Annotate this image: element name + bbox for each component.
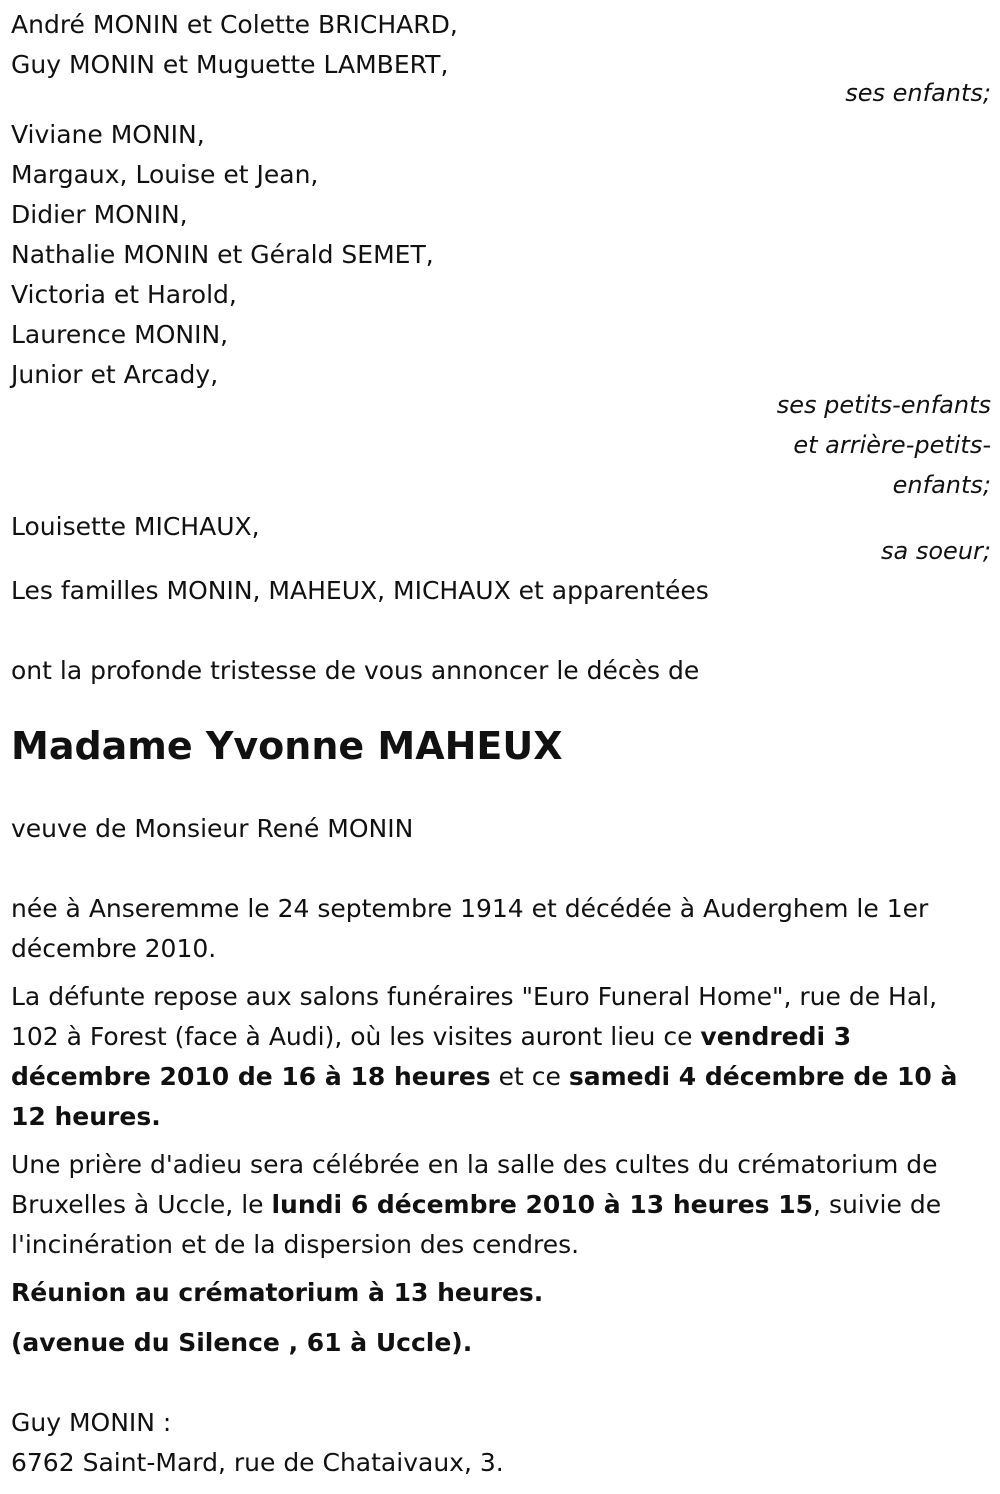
grandchildren-role xyxy=(11,385,991,505)
visitation-date-2: samedi 4 décembre de 10 à 12 heures. xyxy=(11,1062,958,1131)
grandchild-line: Margaux, Louise et Jean, xyxy=(11,160,319,189)
grandchildren-role-line: enfants; xyxy=(892,471,991,499)
families-line: Les familles MONIN, MAHEUX, MICHAUX et apparentées xyxy=(11,576,709,605)
children-role: ses enfants; xyxy=(845,79,991,107)
deceased-name: Madame Yvonne MAHEUX xyxy=(11,724,563,768)
meeting-address-text: (avenue du Silence , 61 à Uccle). xyxy=(11,1328,473,1357)
ceremony-paragraph xyxy=(11,1145,991,1265)
birth-death-paragraph: née à Anseremme le 24 septembre 1914 et décédée à Auderghem le 1er décembre 2010. xyxy=(11,894,929,963)
grandchild-line: Junior et Arcady, xyxy=(11,360,219,389)
contact-address: 6762 Saint-Mard, rue de Chataivaux, 3. xyxy=(11,1448,504,1477)
ceremony-text: , suivie de l'incinération et de la dispersion des cendres. xyxy=(11,1190,942,1259)
visitation-text: La défunte repose aux salons funéraires "Euro Funeral Home", rue de Hal, 102 à Forest (face à Audi), où les visites auront lieu ce xyxy=(11,982,938,1051)
contact-name: Guy MONIN : xyxy=(11,1408,172,1437)
sister-block xyxy=(11,507,991,571)
grandchildren-block xyxy=(11,115,991,505)
grandchildren-role-line: et arrière-petits- xyxy=(793,431,991,459)
visitation-paragraph xyxy=(11,977,991,1137)
announcement-line: ont la profonde tristesse de vous annoncer le décès de xyxy=(11,656,700,685)
grandchild-line: Nathalie MONIN et Gérald SEMET, xyxy=(11,240,434,269)
child-line: André MONIN et Colette BRICHARD, xyxy=(11,10,458,39)
meeting-address-line xyxy=(11,1323,991,1363)
meeting-line xyxy=(11,1273,991,1313)
children-block xyxy=(11,0,991,111)
grandchild-line: Didier MONIN, xyxy=(11,200,188,229)
ceremony-text: Une prière d'adieu sera célébrée en la salle des cultes du crématorium de Bruxelles à Uccle, le xyxy=(11,1150,938,1219)
grandchild-line: Victoria et Harold, xyxy=(11,280,237,309)
visitation-text: et ce xyxy=(490,1062,569,1091)
meeting-text: Réunion au crématorium à 13 heures. xyxy=(11,1278,544,1307)
grandchild-line: Laurence MONIN, xyxy=(11,320,229,349)
visitation-date-1: vendredi 3 décembre 2010 de 16 à 18 heures xyxy=(11,1022,852,1091)
widow-of-line: veuve de Monsieur René MONIN xyxy=(11,814,414,843)
ceremony-date: lundi 6 décembre 2010 à 13 heures 15 xyxy=(271,1190,814,1219)
contact-block xyxy=(11,1403,991,1483)
sister-role: sa soeur; xyxy=(881,537,991,565)
grandchild-line: Viviane MONIN, xyxy=(11,120,205,149)
obituary-notice xyxy=(11,0,991,1483)
grandchildren-role-line: ses petits-enfants xyxy=(776,391,991,419)
sister-name: Louisette MICHAUX, xyxy=(11,512,260,541)
child-line: Guy MONIN et Muguette LAMBERT, xyxy=(11,50,449,79)
